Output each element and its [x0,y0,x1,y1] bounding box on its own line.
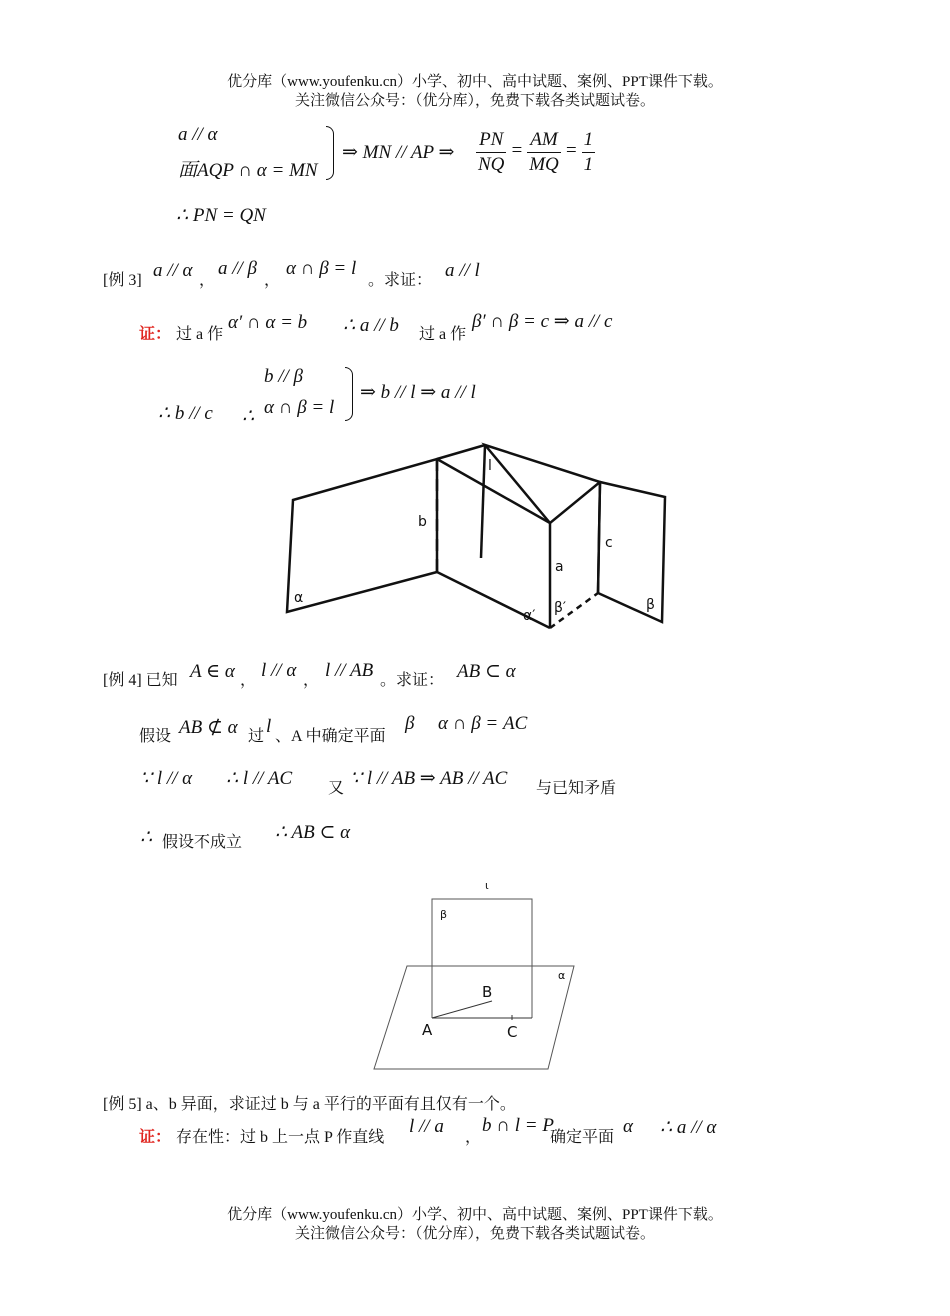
footer-line-1: 优分库（www.youfenku.cn）小学、初中、高中试题、案例、PPT课件下载。 [227,1207,723,1223]
plane-top-wedge [485,445,600,523]
label-c: c [605,535,613,551]
ex4-cond1: A ∈ α [190,661,235,682]
ex3-prove-label: 。求证： [368,272,433,289]
label-A: A [422,1021,433,1039]
label-beta: β [440,908,448,921]
line-ab [432,1001,492,1018]
label-C: C [507,1023,518,1041]
ex3-proof-label: 证： [139,326,172,343]
ex5-m2: b ∩ l = P [482,1115,554,1136]
ex5-m1: l // a [409,1116,444,1137]
label-alpha: α [558,969,566,982]
ex3-cond2: a // β [218,258,258,279]
fraction-pn-nq: $\frac{PN}{NQ}$ [478,129,505,175]
ex3-step4: ∴ b // c [158,403,213,424]
ex5-proof-label: 证： [139,1129,172,1146]
plane-beta [598,482,665,622]
label-alpha: α [294,590,304,606]
ex4-line2-b: ∴ l // AC [226,768,293,789]
ex3-goal: a // l [445,260,480,281]
label-l: l [488,458,492,474]
ex4-figure [360,870,590,1080]
ex4-line2-a: ∵ l // α [140,768,193,789]
ex3-step6: ⇒ b // l ⇒ a // l [360,382,476,403]
ex4-line2-end: 与已知矛盾 [536,780,617,797]
ex3-step1: α′ ∩ α = b [228,312,308,333]
ex4-goal: AB ⊂ α [457,661,516,682]
ex5-exist-text: 存在性：过 b 上一点 P 作直线 [176,1129,385,1146]
label-beta: β [646,597,655,613]
label-a: a [555,559,564,575]
fraction-chain: $\frac{PN}{NQ}$ = $\frac{AM}{MQ}$ = $\frac{1}{1}$ [478,129,594,175]
plane-alpha [287,459,437,612]
ex3-step2: ∴ a // b [343,315,399,336]
ex4-cond3: l // AB [325,660,374,681]
ex3-cond1: a // α [153,260,193,281]
ex5-m4: ∴ a // α [660,1117,717,1138]
ex4-assume: AB ⊄ α [179,717,238,738]
header-line-2: 关注微信公众号：（优分库），免费下载各类试题试卷。 [294,93,655,109]
ex3-step3: β′ ∩ β = c ⇒ a // c [472,311,613,332]
label-alpha-prime: α′ [523,608,536,624]
ex4-line2-c: ∵ l // AB ⇒ AB // AC [350,768,508,789]
ex4-plane-eq: α ∩ β = AC [438,713,528,734]
label-B: B [482,983,493,1001]
edge-top-left [437,445,485,459]
ex3-sys1: b // β [264,366,304,387]
footer-line-2: 关注微信公众号：（优分库），免费下载各类试题试卷。 [294,1226,655,1242]
label-b: b [418,514,427,530]
fraction-one: $\frac{1}{1}$ [583,129,594,175]
ex3-figure [280,440,680,640]
ex4-prove-label: 。求证： [380,672,445,689]
conclusion: ∴ PN = QN [176,205,266,226]
edge-top-diag [437,459,550,523]
system-line-1: a // α [178,124,218,145]
implication: ⇒ MN // AP ⇒ [342,142,455,163]
system-line-2: 面AQP ∩ α = MN [178,160,318,181]
label-beta-prime: β′ [554,600,567,616]
right-brace [326,126,334,180]
ex3-sys2: α ∩ β = l [264,397,335,418]
header-line-1: 优分库（www.youfenku.cn）小学、初中、高中试题、案例、PPT课件下载。 [227,74,723,90]
ex3-cond3: α ∩ β = l [286,258,357,279]
ex3-label: [例 3] [103,272,142,289]
ex4-line3: ∴ AB ⊂ α [275,822,351,843]
ex5-text: [例 5] a、b 异面，求证过 b 与 a 平行的平面有且仅有一个。 [103,1096,516,1113]
ex4-line3-text: 假设不成立 [162,834,243,851]
ex4-cond2: l // α [261,660,297,681]
label-l: ι [485,879,489,892]
ex4-label: [例 4] 已知 [103,672,178,689]
ex3-brace [345,367,353,421]
fraction-am-mq: $\frac{AM}{MQ}$ [529,129,559,175]
line-l [481,445,485,558]
